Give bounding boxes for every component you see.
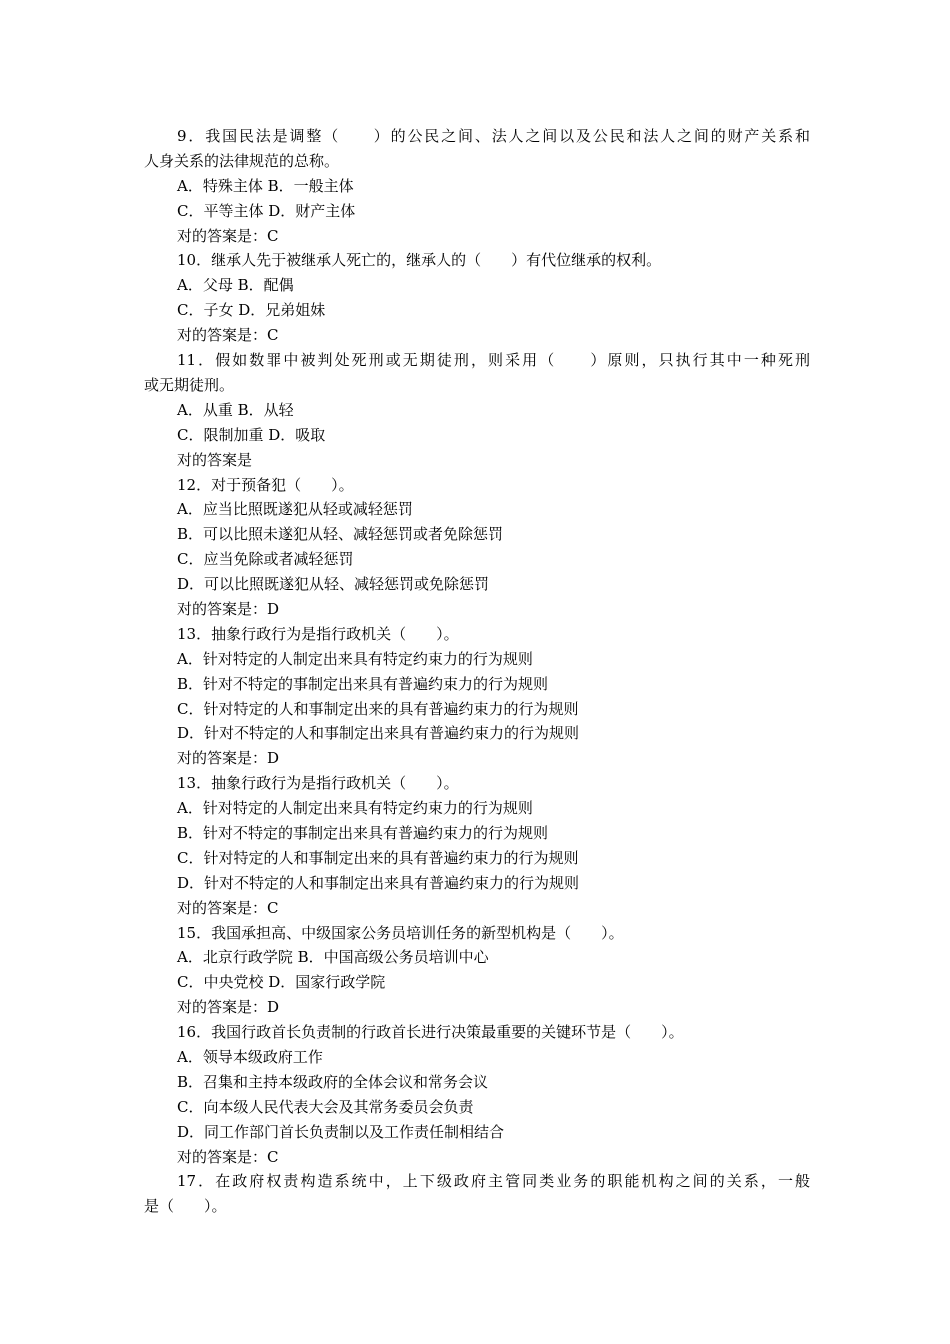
answer-line: 对的答案是：C xyxy=(177,326,279,345)
option-line: C．针对特定的人和事制定出来的具有普遍约束力的行为规则 xyxy=(177,699,579,718)
question-stem: 11．假如数罪中被判处死刑或无期徒刑，则采用（ ）原则，只执行其中一种死刑 xyxy=(177,351,810,370)
option-line: A．北京行政学院 B．中国高级公务员培训中心 xyxy=(177,948,489,967)
answer-line: 对的答案是：C xyxy=(177,1147,279,1166)
option-line: C．中央党校 D．国家行政学院 xyxy=(177,973,386,992)
option-line: D．针对不特定的人和事制定出来具有普遍约束力的行为规则 xyxy=(177,724,580,743)
option-line: C．向本级人民代表大会及其常务委员会负责 xyxy=(177,1097,474,1116)
question-block xyxy=(144,1020,810,1169)
option-line: B．召集和主持本级政府的全体会议和常务会议 xyxy=(177,1072,489,1091)
answer-line: 对的答案是：C xyxy=(177,226,279,245)
option-line: D．同工作部门首长负责制以及工作责任制相结合 xyxy=(177,1122,505,1141)
option-line: C．平等主体 D．财产主体 xyxy=(177,201,356,220)
answer-line: 对的答案是：D xyxy=(177,599,280,618)
answer-line: 对的答案是：D xyxy=(177,998,280,1017)
option-line: A．父母 B．配偶 xyxy=(177,276,294,295)
option-line: A．应当比照既遂犯从轻或减轻惩罚 xyxy=(177,500,413,519)
question-block xyxy=(144,1169,810,1219)
option-line: B．针对不特定的事制定出来具有普遍约束力的行为规则 xyxy=(177,674,549,693)
question-stem: 12．对于预备犯（ ）。 xyxy=(177,475,354,494)
option-line: B．针对不特定的事制定出来具有普遍约束力的行为规则 xyxy=(177,823,549,842)
option-line: C．针对特定的人和事制定出来的具有普遍约束力的行为规则 xyxy=(177,848,579,867)
question-stem: 16．我国行政首长负责制的行政首长进行决策最重要的关键环节是（ ）。 xyxy=(177,1023,684,1042)
answer-line: 对的答案是：D xyxy=(177,749,280,768)
question-stem: 17．在政府权责构造系统中，上下级政府主管同类业务的职能机构之间的关系，一般 xyxy=(177,1172,810,1191)
option-line: C．子女 D．兄弟姐妹 xyxy=(177,301,326,320)
question-stem: 13．抽象行政行为是指行政机关（ ）。 xyxy=(177,774,459,793)
question-stem: 10．继承人先于被继承人死亡的，继承人的（ ）有代位继承的权利。 xyxy=(177,251,662,270)
question-stem-continuation: 人身关系的法律规范的总称。 xyxy=(144,151,340,170)
question-block xyxy=(144,771,810,920)
question-stem: 9．我国民法是调整（ ）的公民之间、法人之间以及公民和法人之间的财产关系和 xyxy=(177,127,810,145)
option-line: C．限制加重 D．吸取 xyxy=(177,425,326,444)
option-line: A．特殊主体 B．一般主体 xyxy=(177,176,354,195)
option-line: A．领导本级政府工作 xyxy=(177,1047,323,1066)
option-line: A．针对特定的人制定出来具有特定约束力的行为规则 xyxy=(177,799,533,818)
answer-line: 对的答案是：C xyxy=(177,898,279,917)
question-stem: 13．抽象行政行为是指行政机关（ ）。 xyxy=(177,624,459,643)
question-block xyxy=(144,622,810,771)
document-page xyxy=(144,124,810,1219)
question-block xyxy=(144,473,810,622)
option-line: D．针对不特定的人和事制定出来具有普遍约束力的行为规则 xyxy=(177,873,580,892)
question-block xyxy=(144,248,810,348)
option-line: A．从重 B．从轻 xyxy=(177,400,294,419)
question-stem-continuation: 是（ ）。 xyxy=(144,1197,227,1216)
question-block xyxy=(144,348,810,472)
option-line: B．可以比照未遂犯从轻、减轻惩罚或者免除惩罚 xyxy=(177,525,504,544)
question-block xyxy=(144,921,810,1021)
option-line: C．应当免除或者减轻惩罚 xyxy=(177,550,354,569)
option-line: A．针对特定的人制定出来具有特定约束力的行为规则 xyxy=(177,649,533,668)
question-stem: 15．我国承担高、中级国家公务员培训任务的新型机构是（ ）。 xyxy=(177,923,624,942)
answer-line: 对的答案是 xyxy=(177,450,253,469)
question-stem-continuation: 或无期徒刑。 xyxy=(144,375,235,394)
question-block xyxy=(144,124,810,248)
option-line: D．可以比照既遂犯从轻、减轻惩罚或免除惩罚 xyxy=(177,575,490,594)
